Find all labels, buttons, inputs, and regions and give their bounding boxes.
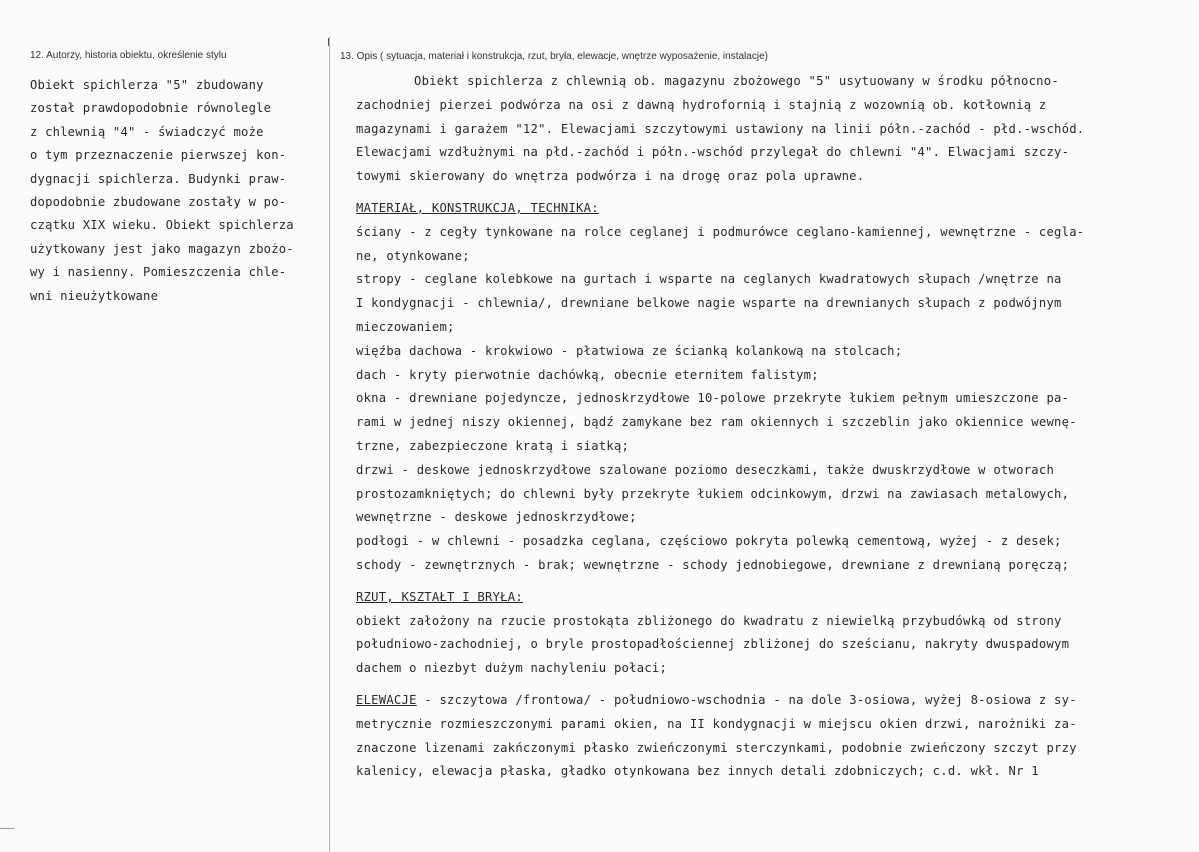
material-line: podłogi - w chlewni - posadzka ceglana, częściowo pokryta polewką cementową, wyżej - z desek; [356, 534, 1062, 549]
history-line: czątku XIX wieku. Obiekt spichlerza [30, 218, 294, 233]
history-text-block [30, 74, 326, 308]
material-line: stropy - ceglane kolebkowe na gurtach i wsparte na ceglanych kwadratowych słupach /wnętrze na [356, 272, 1062, 287]
rzut-line: południowo-zachodniej, o bryle prostopadłościennej zbliżonej do sześcianu, nakryty dwuspadowym [356, 637, 1070, 652]
rzut-heading: RZUT, KSZTAŁT I BRYŁA: [356, 589, 523, 604]
material-line: mieczowaniem; [356, 319, 455, 334]
elewacje-line: metrycznie rozmieszczonymi parami okien, na II kondygnacji w miejscu okien drzwi, narożniki za- [356, 716, 1077, 731]
intro-line: towymi skierowany do wnętrza podwórza i na drogę oraz pola uprawne. [356, 169, 865, 184]
history-line: z chlewnią "4" - świadczyć może [30, 124, 264, 139]
material-line: dach - kryty pierwotnie dachówką, obecnie eternitem falistym; [356, 367, 819, 382]
elewacje-first-text: - szczytowa /frontowa/ - południowo-wschodnia - na dole 3-osiowa, wyżej 8-osiowa z sy- [416, 692, 1077, 707]
history-line: został prawdopodobnie równolegle [30, 101, 272, 116]
intro-line: Elewacjami wzdłużnymi na płd.-zachód i półn.-wschód przylegał do chlewni "4". Elwacjami szczy- [356, 145, 1070, 160]
material-line: schody - zewnętrznych - brak; wewnętrzne - schody jednobiegowe, drewniane z drewnianą poręczą; [356, 557, 1070, 572]
material-line: wewnętrzne - deskowe jednoskrzydłowe; [356, 510, 637, 525]
left-section-heading: 12. Autorzy, historia obiektu, określenie stylu [30, 50, 227, 61]
right-section-heading: 13. Opis ( sytuacja, materiał i konstrukcja, rzut, bryła, elewacje, wnętrze wyposażenie, instalacje) [340, 51, 768, 62]
material-line: ne, otynkowane; [356, 248, 470, 263]
elewacje-first-line [356, 689, 1176, 713]
edge-mark [0, 828, 14, 829]
column-divider [329, 36, 330, 852]
elewacje-line: znaczone lizenami zakńczonymi płasko zwieńczonymi sterczynkami, podobnie zwieńczony szczyt przy [356, 740, 1077, 755]
history-line: wni nieużytkowane [30, 288, 159, 303]
intro-line: Obiekt spichlerza z chlewnią ob. magazynu zbożowego "5" usytuowany w środku północno- [414, 74, 1059, 88]
history-line: wy i nasienny. Pomieszczenia chle- [30, 265, 287, 280]
material-line: ściany - z cegły tynkowane na rolce ceglanej i podmurówce ceglano-kamiennej, wewnętrzne - cegla- [356, 224, 1085, 239]
material-line: więźba dachowa - krokwiowo - płatwiowa ze ścianką kolankową na stolcach; [356, 343, 903, 358]
elewacje-heading: ELEWACJE [356, 692, 417, 707]
material-line: drzwi - deskowe jednoskrzydłowe szalowane poziomo deseczkami, także dwuskrzydłowe w otworach [356, 462, 1055, 477]
material-line: I kondygnacji - chlewnia/, drewniane belkowe nagie wsparte na drewnianych słupach z podwójnym [356, 296, 1062, 311]
rzut-line: obiekt założony na rzucie prostokąta zbliżonego do kwadratu z niewielką przybudówką od strony [356, 613, 1062, 628]
elewacje-line: kalenicy, elewacja płaska, gładko otynkowana bez innych detali zdobniczych; c.d. wkł. Nr 1 [356, 764, 1039, 779]
material-line: trzne, zabezpieczone kratą i siatką; [356, 438, 630, 453]
material-line: rami w jednej niszy okiennej, bądź zamykane bez ram okiennych i szczeblin jako okiennice wewnę- [356, 415, 1077, 430]
history-line: dopodobnie zbudowane zostały w po- [30, 195, 287, 210]
history-line: dygnacji spichlerza. Budynki praw- [30, 171, 287, 186]
material-line: prostozamkniętych; do chlewni były przekryte łukiem odcinkowym, drzwi na zawiasach metalowych, [356, 486, 1070, 501]
material-line: okna - drewniane pojedyncze, jednoskrzydłowe 10-polowe przekryte łukiem pełnym umieszczone pa- [356, 391, 1070, 406]
history-line: Obiekt spichlerza "5" zbudowany [30, 78, 264, 92]
intro-line: zachodniej pierzei podwórza na osi z dawną hydrofornią i stajnią z wozownią ob. kotłownią z [356, 97, 1047, 112]
intro-line: magazynami i garażem "12". Elewacjami szczytowymi ustawiony na linii półn.-zachód - płd.-wschód. [356, 121, 1085, 136]
material-heading: MATERIAŁ, KONSTRUKCJA, TECHNIKA: [356, 200, 599, 215]
description-text-block [356, 70, 1176, 784]
history-line: użytkowany jest jako magazyn zbożo- [30, 241, 294, 256]
history-line: o tym przeznaczenie pierwszej kon- [30, 148, 287, 163]
rzut-line: dachem o niezbyt dużym nachyleniu połaci; [356, 661, 668, 676]
